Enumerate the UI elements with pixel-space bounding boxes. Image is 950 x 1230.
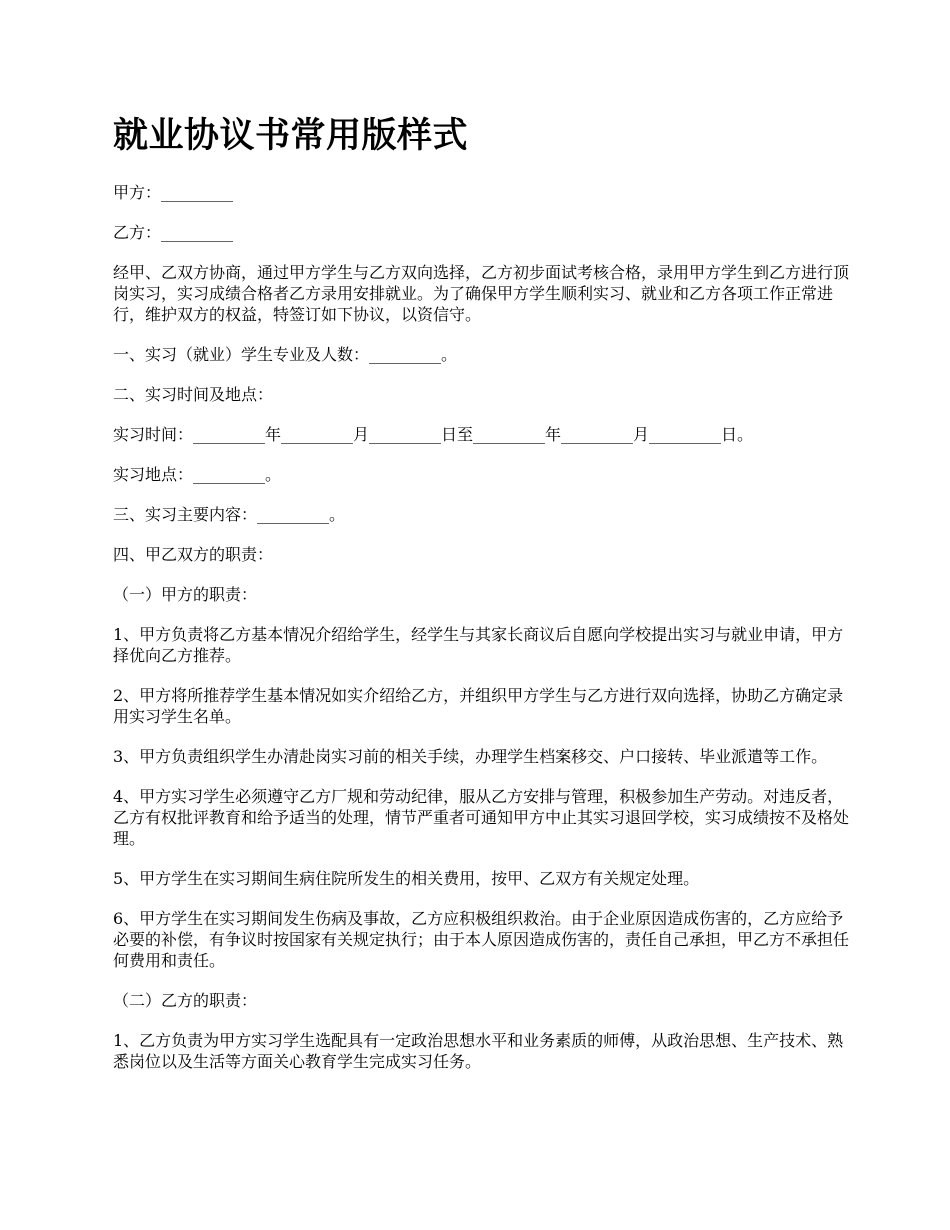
party-a-duty-3: 3、甲方负责组织学生办清赴岗实习前的相关手续，办理学生档案移交、户口接转、毕业派遣等工作。 — [113, 747, 828, 766]
party-a-duty-1: 1、甲方负责将乙方基本情况介绍给学生，经学生与其家长商议后自愿向学校提出实习与就业申请，甲方择优向乙方推荐。 — [113, 625, 844, 665]
party-a-duty-5: 5、甲方学生在实习期间生病住院所发生的相关费用，按甲、乙双方有关规定处理。 — [113, 869, 700, 888]
party-b-line: 乙方：_________ — [113, 223, 234, 242]
intro-paragraph: 经甲、乙双方协商，通过甲方学生与乙方双向选择，乙方初步面试考核合格，录用甲方学生到乙方进行顶岗实习，实习成绩合格者乙方录用安排就业。为了确保甲方学生顺利实习、就业和乙方各项工作正常进行，维护双方的权益，特签订如下协议，以资信守。 — [113, 263, 850, 324]
internship-time: 实习时间：_________年_________月_________日至_________年_________月_________日。 — [113, 425, 754, 444]
internship-location: 实习地点：_________。 — [113, 465, 282, 484]
party-a-duty-6: 6、甲方学生在实习期间发生伤病及事故，乙方应积极组织救治。由于企业原因造成伤害的，乙方应给予必要的补偿，有争议时按国家有关规定执行；由于本人原因造成伤害的，责任自己承担，甲乙方不承担任何费用和责任。 — [113, 909, 850, 970]
section-2-heading: 二、实习时间及地点： — [113, 385, 274, 404]
party-a-duty-4: 4、甲方实习学生必须遵守乙方厂规和劳动纪律，服从乙方安排与管理，积极参加生产劳动。对违反者，乙方有权批评教育和给予适当的处理，情节严重者可通知甲方中止其实习退回学校，实习成绩按不及格处理。 — [113, 787, 850, 848]
party-a-duty-2: 2、甲方将所推荐学生基本情况如实介绍给乙方，并组织甲方学生与乙方进行双向选择，协助乙方确定录用实习学生名单。 — [113, 686, 844, 726]
section-3-heading: 三、实习主要内容：_________。 — [113, 505, 346, 524]
document-page — [113, 112, 853, 1091]
section-4-heading: 四、甲乙双方的职责： — [113, 545, 274, 564]
party-b-duty-1: 1、乙方负责为甲方实习学生选配具有一定政治思想水平和业务素质的师傅，从政治思想、生产技术、熟悉岗位以及生活等方面关心教育学生完成实习任务。 — [113, 1031, 844, 1071]
section-1-heading: 一、实习（就业）学生专业及人数：_________。 — [113, 345, 458, 364]
party-a-line: 甲方：_________ — [113, 183, 234, 202]
document-title: 就业协议书常用版样式 — [113, 116, 469, 156]
party-a-duties-heading: （一）甲方的职责： — [113, 585, 258, 604]
party-b-duties-heading: （二）乙方的职责： — [113, 991, 258, 1010]
